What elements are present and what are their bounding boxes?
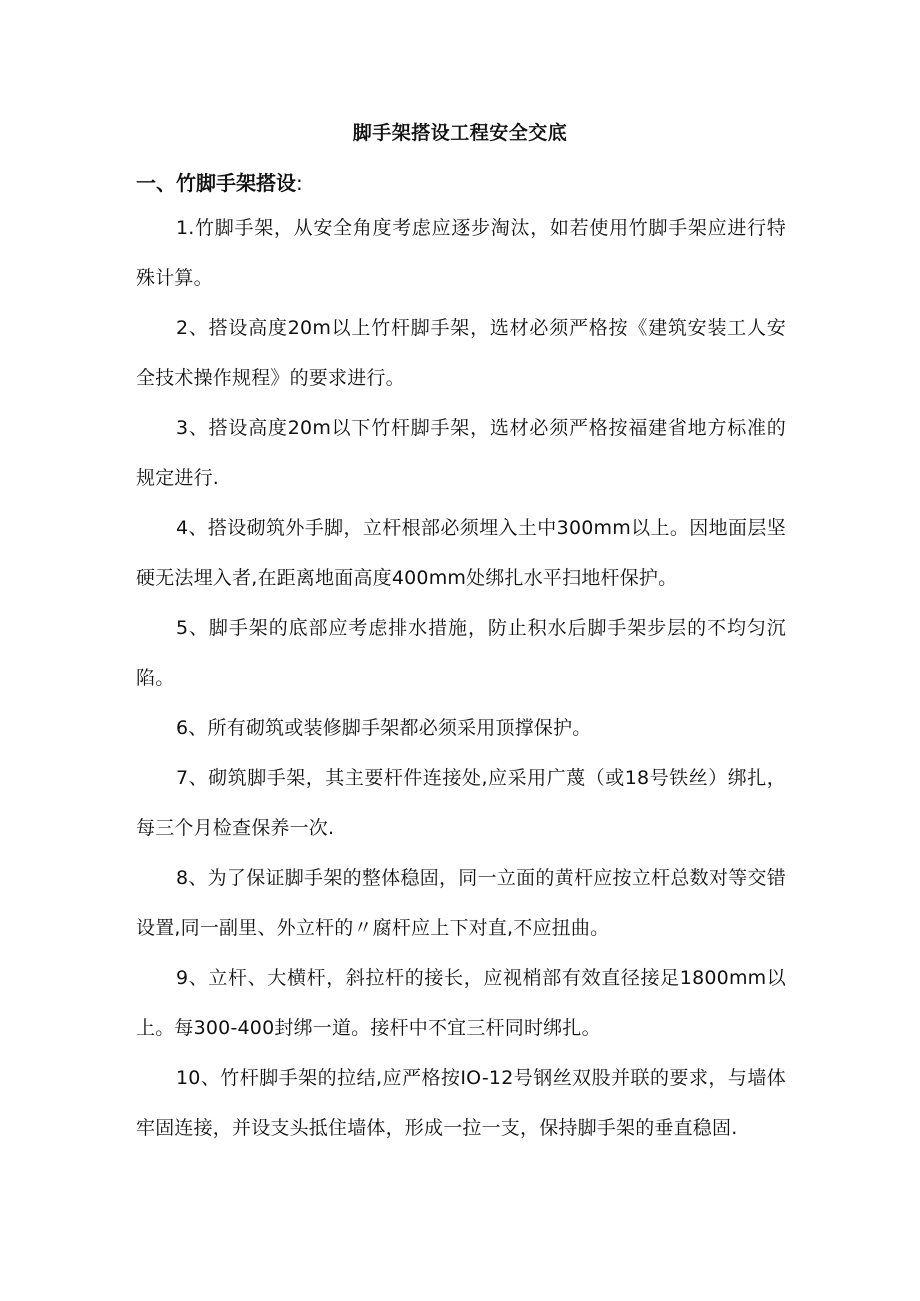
- paragraph-2: 2、搭设高度20m以上竹杆脚手架，选材必须严格按《建筑安装工人安全技术操作规程》的要求进行。: [136, 317, 786, 389]
- document-title: 脚手架搭设工程安全交底: [352, 122, 568, 144]
- section-heading-text: 一、竹脚手架搭设: [136, 171, 296, 195]
- section-heading: [136, 169, 303, 197]
- paragraph-7: 7、砌筑脚手架，其主要杆件连接处,应采用广蔑（或18号铁丝）绑扎，每三个月检查保养一次.: [136, 767, 786, 839]
- paragraph-8: 8、为了保证脚手架的整体稳固，同一立面的黄杆应按立杆总数对等交错设置,同一副里、外立杆的〃腐杆应上下对直,不应扭曲。: [136, 867, 786, 939]
- paragraph-4: 4、搭设砌筑外手脚，立杆根部必须埋入土中300mm以上。因地面层坚硬无法埋入者,在距离地面高度400mm处绑扎水平扫地杆保护。: [136, 517, 786, 589]
- paragraph-3: 3、搭设高度20m以下竹杆脚手架，选材必须严格按福建省地方标准的规定进行.: [136, 417, 786, 489]
- paragraph-6: 6、所有砌筑或装修脚手架都必须采用顶撑保护。: [176, 717, 592, 739]
- section-heading-colon: :: [296, 171, 303, 195]
- paragraph-1: 1.竹脚手架，从安全角度考虑应逐步淘汰，如若使用竹脚手架应进行特殊计算。: [136, 217, 786, 289]
- paragraph-9: 9、立杆、大横杆，斜拉杆的接长，应视梢部有效直径接足1800mm以上。每300-400封绑一道。接杆中不宜三杆同时绑扎。: [136, 967, 786, 1039]
- paragraph-10: 10、竹杆脚手架的拉结,应严格按IO-12号钢丝双股并联的要求，与墙体牢固连接，并设支头抵住墙体，形成一拉一支，保持脚手架的垂直稳固.: [136, 1067, 786, 1139]
- paragraph-5: 5、脚手架的底部应考虑排水措施，防止积水后脚手架步层的不均匀沉陷。: [136, 617, 786, 689]
